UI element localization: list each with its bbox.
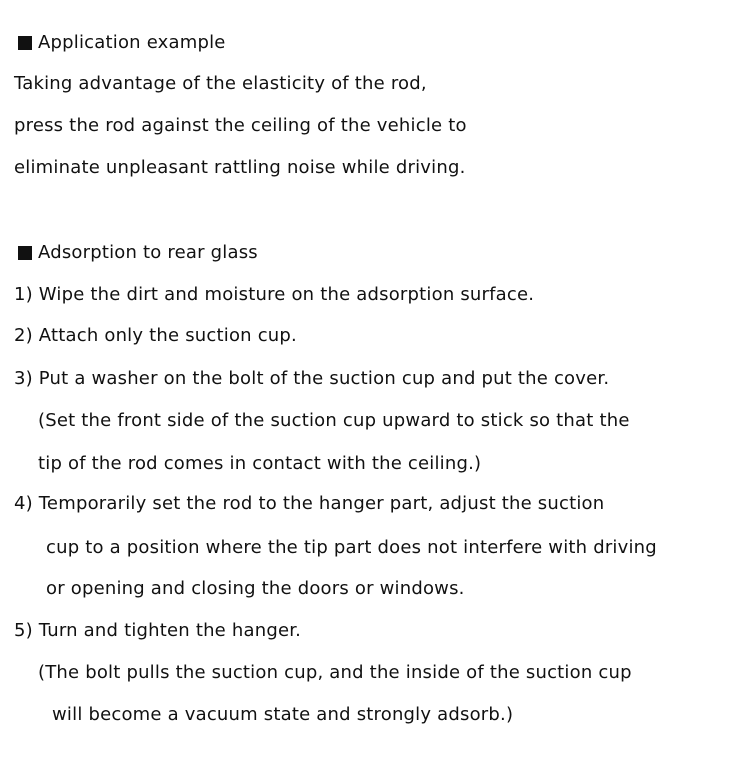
heading-text: Application example [38,32,226,53]
paragraph-line: Taking advantage of the elasticity of the rod, [14,73,427,94]
step-note-line: tip of the rod comes in contact with the ceiling.) [38,453,482,474]
section-heading [18,242,258,264]
step-note-line: (The bolt pulls the suction cup, and the inside of the suction cup [38,662,632,683]
square-bullet-icon [18,36,32,50]
step-note-line: will become a vacuum state and strongly adsorb.) [52,704,514,725]
step-line: 2) Attach only the suction cup. [14,325,297,346]
step-continuation-line: or opening and closing the doors or windows. [46,578,465,599]
paragraph-line: press the rod against the ceiling of the vehicle to [14,115,467,136]
square-bullet-icon [18,246,32,260]
section-heading [18,32,226,54]
heading-text: Adsorption to rear glass [38,242,258,263]
step-line: 5) Turn and tighten the hanger. [14,620,302,641]
step-line: 3) Put a washer on the bolt of the suction cup and put the cover. [14,368,610,389]
step-line: 1) Wipe the dirt and moisture on the adsorption surface. [14,284,535,305]
step-continuation-line: cup to a position where the tip part does not interfere with driving [46,537,657,558]
paragraph-line: eliminate unpleasant rattling noise while driving. [14,157,466,178]
step-line: 4) Temporarily set the rod to the hanger part, adjust the suction [14,493,605,514]
step-note-line: (Set the front side of the suction cup upward to stick so that the [38,410,630,431]
